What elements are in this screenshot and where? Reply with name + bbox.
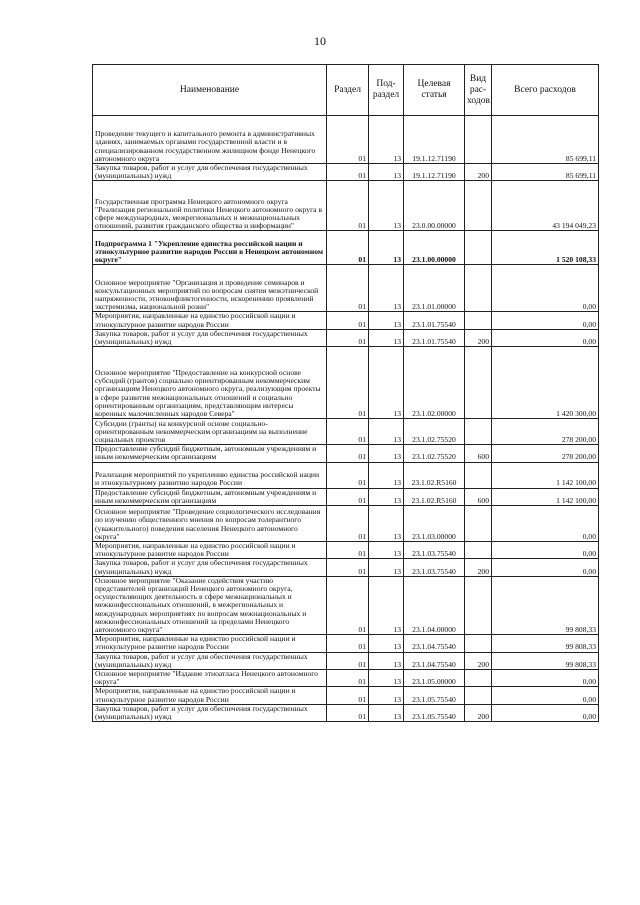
- row-total: 0,00: [492, 704, 599, 721]
- row-article: 23.1.02.R5160: [404, 462, 465, 488]
- table-row: [93, 704, 599, 721]
- row-article: 23.1.05.75540: [404, 687, 465, 704]
- row-section: 01: [327, 181, 369, 231]
- row-total: 0,00: [492, 542, 599, 559]
- row-section: 01: [327, 488, 369, 505]
- row-article: 23.1.03.75540: [404, 559, 465, 576]
- row-total: 278 200,00: [492, 419, 599, 445]
- row-total: 99 808,33: [492, 576, 599, 634]
- row-name: Основное мероприятие "Организация и проведение семинаров и консультационных мероприятий по вопросам снятия межэтнической напряженности, этноконфликтогенности, искоренению проявлений экстремизма, национальной розни": [93, 265, 327, 312]
- row-section: 01: [327, 116, 369, 164]
- row-name: Закупка товаров, работ и услуг для обеспечения государственных (муниципальных) нужд: [93, 164, 327, 181]
- row-expense-type: 200: [465, 559, 492, 576]
- table-row: [93, 635, 599, 652]
- row-section: 01: [327, 506, 369, 542]
- row-article: 23.1.02.75520: [404, 419, 465, 445]
- table-row: [93, 419, 599, 445]
- row-subsection: 13: [369, 164, 404, 181]
- table-row: [93, 445, 599, 462]
- row-article: 23.1.01.75540: [404, 329, 465, 346]
- row-total: 85 699,11: [492, 164, 599, 181]
- row-expense-type: [465, 265, 492, 312]
- table-row: [93, 506, 599, 542]
- row-expense-type: 600: [465, 445, 492, 462]
- table-row: [93, 164, 599, 181]
- row-subsection: 13: [369, 419, 404, 445]
- row-section: 01: [327, 687, 369, 704]
- row-expense-type: 200: [465, 164, 492, 181]
- row-total: 278 200,00: [492, 445, 599, 462]
- row-subsection: 13: [369, 576, 404, 634]
- row-section: 01: [327, 164, 369, 181]
- row-article: 23.1.01.75540: [404, 312, 465, 329]
- row-subsection: 13: [369, 559, 404, 576]
- row-subsection: 13: [369, 488, 404, 505]
- row-article: 19.1.12.71190: [404, 116, 465, 164]
- row-section: 01: [327, 445, 369, 462]
- row-section: 01: [327, 347, 369, 419]
- row-article: 23.1.04.00000: [404, 576, 465, 634]
- row-total: 0,00: [492, 312, 599, 329]
- row-name: Мероприятия, направленные на единство российской нации и этнокультурное развитие народов России: [93, 542, 327, 559]
- row-expense-type: [465, 419, 492, 445]
- row-expense-type: [465, 635, 492, 652]
- table-row: [93, 329, 599, 346]
- row-subsection: 13: [369, 506, 404, 542]
- row-subsection: 13: [369, 687, 404, 704]
- row-subsection: 13: [369, 265, 404, 312]
- table-row: [93, 347, 599, 419]
- row-expense-type: [465, 116, 492, 164]
- row-article: 23.1.01.00000: [404, 265, 465, 312]
- row-name: Основное мероприятие "Предоставление на конкурсной основе субсидий (грантов) социально ориентированным некоммерческим организациям Ненецкого автономного округа, реализующим проекты в сфере развития межнациональных отношений и социально ориентированным организациям, представляющим интересы коренных малочисленных народов Севера": [93, 347, 327, 419]
- row-subsection: 13: [369, 347, 404, 419]
- header-expense-type: Вид рас- ходов: [465, 65, 492, 116]
- row-subsection: 13: [369, 181, 404, 231]
- row-name: Реализация мероприятий по укреплению единства российской нации и этнокультурному развитию народов России: [93, 462, 327, 488]
- row-article: 23.1.04.75540: [404, 652, 465, 669]
- row-name: Закупка товаров, работ и услуг для обеспечения государственных (муниципальных) нужд: [93, 559, 327, 576]
- row-article: 23.0.00.00000: [404, 181, 465, 231]
- row-expense-type: 600: [465, 488, 492, 505]
- row-article: 23.1.02.75520: [404, 445, 465, 462]
- row-name: Мероприятия, направленные на единство российской нации и этнокультурное развитие народов России: [93, 635, 327, 652]
- row-subsection: 13: [369, 542, 404, 559]
- row-section: 01: [327, 704, 369, 721]
- row-expense-type: [465, 181, 492, 231]
- row-expense-type: [465, 687, 492, 704]
- table-row: [93, 116, 599, 164]
- table-row: [93, 181, 599, 231]
- row-section: 01: [327, 652, 369, 669]
- header-name: Наименование: [93, 65, 327, 116]
- row-total: 1 420 300,00: [492, 347, 599, 419]
- row-total: 1 520 108,33: [492, 231, 599, 265]
- table-row: [93, 265, 599, 312]
- row-total: 0,00: [492, 506, 599, 542]
- row-subsection: 13: [369, 116, 404, 164]
- header-section: Раздел: [327, 65, 369, 116]
- row-name: Закупка товаров, работ и услуг для обеспечения государственных (муниципальных) нужд: [93, 329, 327, 346]
- table-row: [93, 670, 599, 687]
- row-section: 01: [327, 559, 369, 576]
- row-total: 0,00: [492, 559, 599, 576]
- row-name: Закупка товаров, работ и услуг для обеспечения государственных (муниципальных) нужд: [93, 652, 327, 669]
- row-expense-type: 200: [465, 704, 492, 721]
- table-row: [93, 687, 599, 704]
- row-article: 23.1.04.75540: [404, 635, 465, 652]
- row-section: 01: [327, 576, 369, 634]
- row-article: 23.1.05.75540: [404, 704, 465, 721]
- row-total: 0,00: [492, 265, 599, 312]
- budget-table: [92, 64, 599, 722]
- row-total: 85 699,11: [492, 116, 599, 164]
- row-name: Мероприятия, направленные на единство российской нации и этнокультурное развитие народов России: [93, 312, 327, 329]
- row-section: 01: [327, 265, 369, 312]
- row-section: 01: [327, 419, 369, 445]
- table-row: [93, 652, 599, 669]
- table-row: [93, 312, 599, 329]
- table-row: [93, 576, 599, 634]
- row-section: 01: [327, 462, 369, 488]
- row-total: 1 142 100,00: [492, 462, 599, 488]
- row-subsection: 13: [369, 445, 404, 462]
- row-total: 0,00: [492, 670, 599, 687]
- row-expense-type: [465, 462, 492, 488]
- row-subsection: 13: [369, 704, 404, 721]
- row-section: 01: [327, 231, 369, 265]
- row-expense-type: [465, 670, 492, 687]
- table-row: [93, 542, 599, 559]
- row-expense-type: [465, 347, 492, 419]
- header-article: Целевая статья: [404, 65, 465, 116]
- row-article: 23.1.00.00000: [404, 231, 465, 265]
- row-article: 23.1.05.00000: [404, 670, 465, 687]
- row-subsection: 13: [369, 312, 404, 329]
- table-row: [93, 488, 599, 505]
- row-expense-type: [465, 542, 492, 559]
- row-total: 99 808,33: [492, 652, 599, 669]
- row-section: 01: [327, 312, 369, 329]
- page-number: 10: [314, 34, 326, 48]
- row-section: 01: [327, 670, 369, 687]
- row-expense-type: [465, 506, 492, 542]
- row-expense-type: [465, 231, 492, 265]
- row-article: 23.1.02.R5160: [404, 488, 465, 505]
- row-name: Предоставление субсидий бюджетным, автономным учреждениям и иным некоммерческим организациям: [93, 488, 327, 505]
- row-name: Подпрограмма 1 "Укрепление единства российской нации и этнокультурное развитие народов России в Ненецком автономном округе": [93, 231, 327, 265]
- row-name: Мероприятия, направленные на единство российской нации и этнокультурное развитие народов России: [93, 687, 327, 704]
- row-article: 23.1.03.00000: [404, 506, 465, 542]
- row-section: 01: [327, 329, 369, 346]
- row-subsection: 13: [369, 329, 404, 346]
- row-name: Основное мероприятие "Издание этноатласа Ненецкого автономного округа": [93, 670, 327, 687]
- table-row: [93, 559, 599, 576]
- row-subsection: 13: [369, 462, 404, 488]
- row-name: Государственная программа Ненецкого автономного округа "Реализация региональной политики Ненецкого автономного округа в сфере международных, межрегиональных и межнациональных отношений, развития гражданского общества и информации": [93, 181, 327, 231]
- row-subsection: 13: [369, 231, 404, 265]
- row-expense-type: 200: [465, 329, 492, 346]
- row-total: 0,00: [492, 329, 599, 346]
- row-total: 0,00: [492, 687, 599, 704]
- header-subsection: Под- раздел: [369, 65, 404, 116]
- row-expense-type: 200: [465, 652, 492, 669]
- row-name: Субсидии (гранты) на конкурсной основе социально-ориентированным некоммерческим организациям на выполнение социальных проектов: [93, 419, 327, 445]
- row-expense-type: [465, 312, 492, 329]
- row-expense-type: [465, 576, 492, 634]
- row-total: 43 194 049,23: [492, 181, 599, 231]
- row-total: 99 808,33: [492, 635, 599, 652]
- row-article: 23.1.02.00000: [404, 347, 465, 419]
- row-total: 1 142 100,00: [492, 488, 599, 505]
- row-subsection: 13: [369, 670, 404, 687]
- row-name: Предоставление субсидий бюджетным, автономным учреждениям и иным некоммерческим организациям: [93, 445, 327, 462]
- row-name: Закупка товаров, работ и услуг для обеспечения государственных (муниципальных) нужд: [93, 704, 327, 721]
- row-name: Проведение текущего и капитального ремонта в административных зданиях, занимаемых органами государственной власти и в специализированном государственном жилищном фонде Ненецкого автономного округа: [93, 116, 327, 164]
- table-header-row: [93, 65, 599, 116]
- row-section: 01: [327, 542, 369, 559]
- row-name: Основное мероприятие "Проведение социологического исследования по изучению общественного мнения по вопросам толерантного (уважительного) поведения населения Ненецкого автономного округа": [93, 506, 327, 542]
- row-article: 23.1.03.75540: [404, 542, 465, 559]
- row-subsection: 13: [369, 635, 404, 652]
- row-subsection: 13: [369, 652, 404, 669]
- table-row: [93, 462, 599, 488]
- row-article: 19.1.12.71190: [404, 164, 465, 181]
- row-section: 01: [327, 635, 369, 652]
- row-name: Основное мероприятие "Оказание содействия участию представителей организаций Ненецкого автономного округа, осуществляющих деятельность в сфере межнациональных и межконфессиональных отношений, в межрегиональных и международных мероприятиях по вопросам межнациональных и межконфессиональных отношений за пределами Ненецкого автономного округа": [93, 576, 327, 634]
- table-row: [93, 231, 599, 265]
- header-total: Всего расходов: [492, 65, 599, 116]
